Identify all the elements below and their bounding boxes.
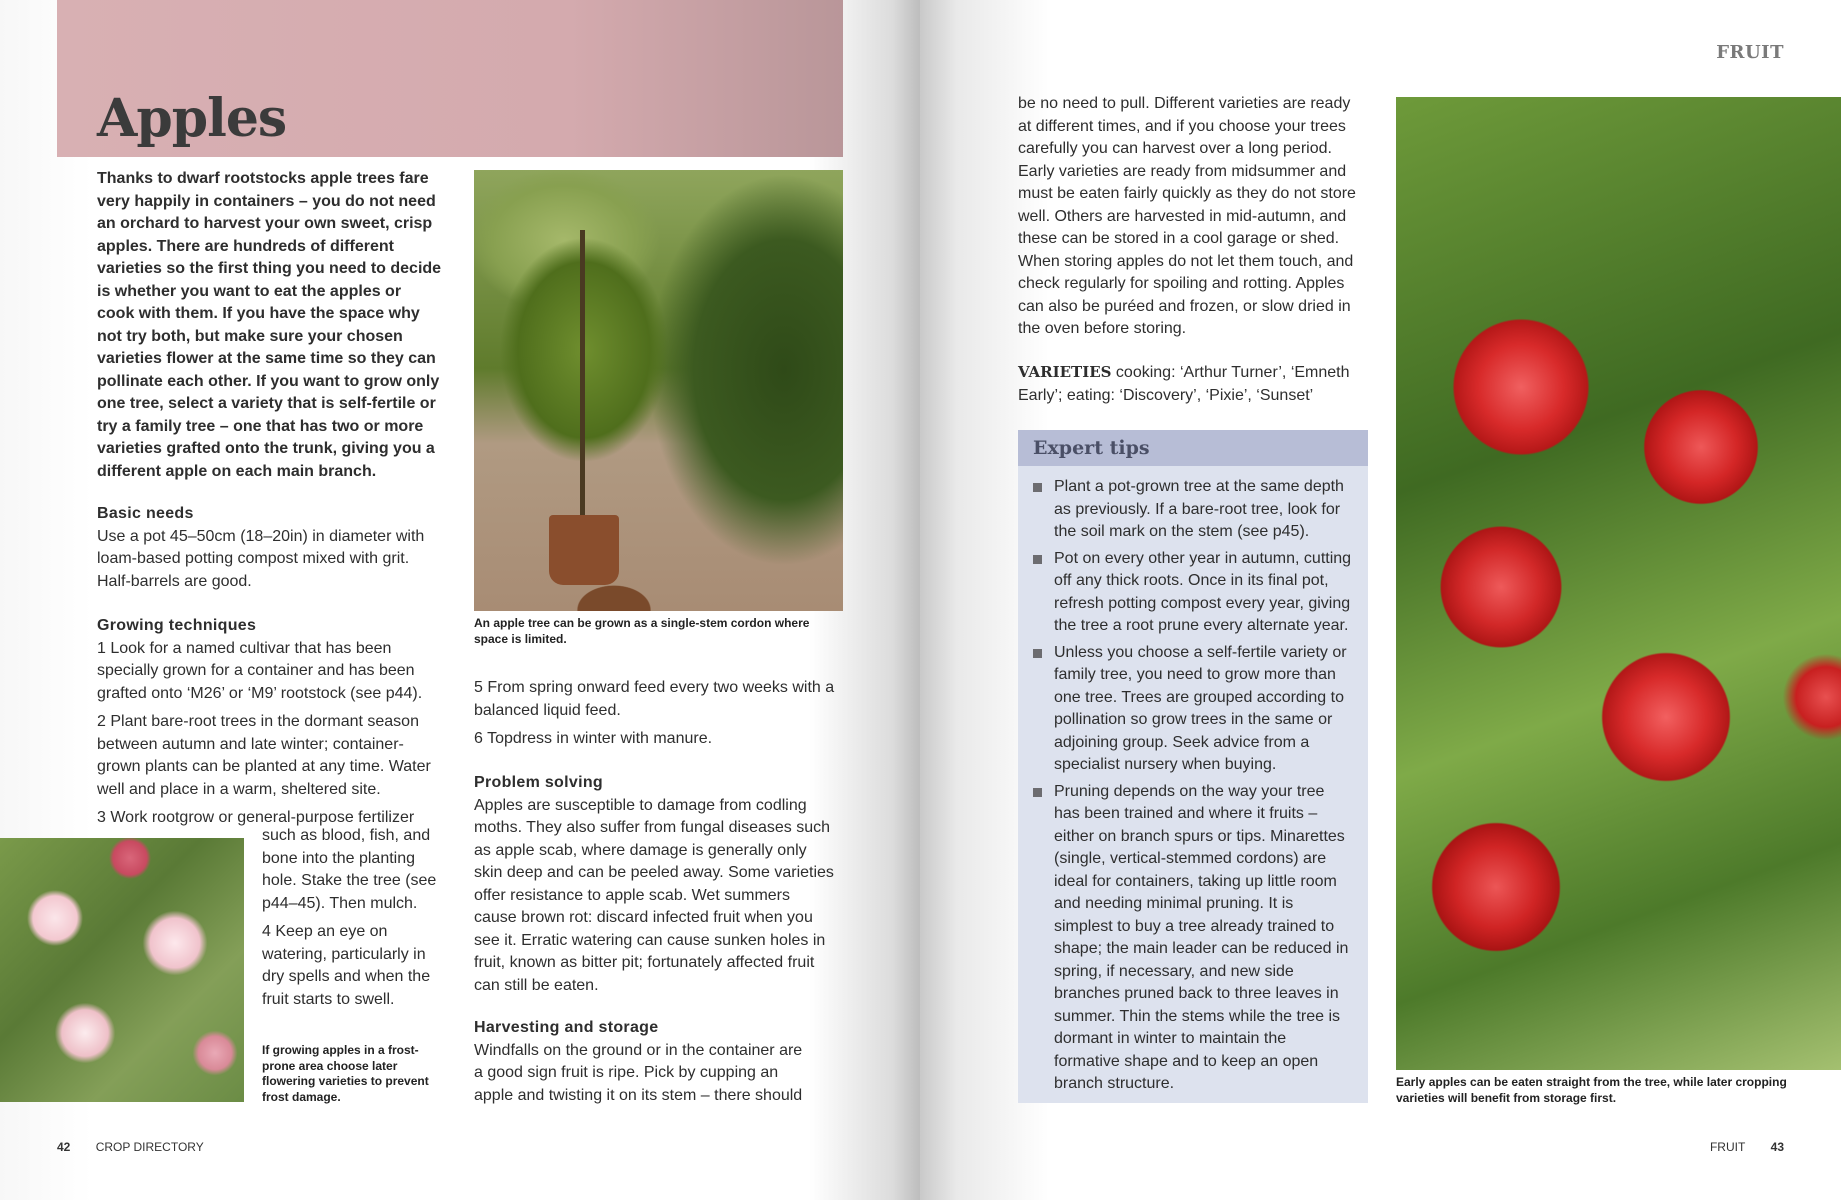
left-footer <box>57 1140 204 1154</box>
growing-step-1: 1 Look for a named cultivar that has been specially grown for a container and has been grafted onto ‘M26’ or ‘M9’ rootstock (see p44). <box>97 639 423 702</box>
apples-caption: Early apples can be eaten straight from the tree, while later cropping varieties will benefit from storage first. <box>1396 1075 1787 1105</box>
growing-wrap-block <box>262 825 452 1017</box>
varieties-label: VARIETIES <box>1018 363 1112 381</box>
basic-needs-text: Use a pot 45–50cm (18–20in) in diameter with loam-based potting compost mixed with grit. Half-barrels are good. <box>97 527 425 590</box>
varieties-text <box>1018 361 1368 407</box>
problem-text: Apples are susceptible to damage from codling moths. They also suffer from fungal diseases such as apple scab, where damage is generally only skin deep and can be peeled away. Some varieties offer resistance to apple scab. Wet summers cause brown rot: discard infected fruit when you see it. Erratic watering can cause sunken holes in fruit, known as bitter pit; fortunately affected fruit can still be eaten. <box>474 796 834 994</box>
growing-heading: Growing techniques <box>97 617 257 634</box>
terracotta-pot <box>549 515 619 585</box>
right-footer-section: FRUIT <box>1709 1140 1746 1154</box>
steps-5-6-block <box>474 677 839 757</box>
apple-blossom-photo <box>0 838 244 1102</box>
growing-section <box>97 615 442 830</box>
intro-block <box>97 168 442 483</box>
growing-step-2: 2 Plant bare-root trees in the dormant season between autumn and late winter; container-grown plants can be planted at any time. Water well and place in a warm, sheltered site. <box>97 713 431 798</box>
problem-heading: Problem solving <box>474 774 603 791</box>
left-footer-section: CROP DIRECTORY <box>95 1140 204 1154</box>
page-title: Apples <box>97 88 287 149</box>
tip-item: Pruning depends on the way your tree has been trained and where it fruits – either on branch spurs or tips. Minarettes (single, vertical-stemmed cordons) are ideal for containers, taking up little room and needing minimal pruning. It is simplest to buy a tree already trained to shape; the main leader can be reduced in spring, if necessary, and new side branches pruned back to three leaves in summer. Thin the stems while the tree is dormant in winter to maintain the formative shape and to keep an open branch structure. <box>1033 781 1354 1096</box>
harvest-text: Windfalls on the ground or in the container are a good sign fruit is ripe. Pick by cupping an apple and twisting it on its stem – there should <box>474 1041 803 1104</box>
tree-caption: An apple tree can be grown as a single-stem cordon where space is limited. <box>474 616 810 646</box>
intro-text: Thanks to dwarf rootstocks apple trees fare very happily in containers – you do not need an orchard to harvest your own sweet, crisp apples. There are hundreds of different varieties so the first thing you need to decide is whether you want to eat the apples or cook with them. If you have the space why not try both, but make sure your chosen varieties flower at the same time so they can pollinate each other. If you want to grow only one tree, select a variety that is self-fertile or try a family tree – one that has two or more varieties grafted onto the trunk, giving you a different apple on each main branch. <box>97 170 442 480</box>
basic-needs-heading: Basic needs <box>97 505 194 522</box>
right-page-number: 43 <box>1770 1140 1784 1154</box>
harvest-continued <box>1018 93 1368 341</box>
expert-tips-list <box>1018 466 1368 1096</box>
tree-trunk <box>580 230 585 530</box>
growing-step-5: 5 From spring onward feed every two weeks with a balanced liquid feed. <box>474 679 835 719</box>
basic-needs-section <box>97 503 442 593</box>
tip-item: Unless you choose a self-fertile variety or family tree, you need to grow more than one tree. Trees are grouped according to pollination so grow trees in the same or adjoining group. Seek advice from a specialist nursery when buying. <box>1033 642 1354 777</box>
expert-tips-heading: Expert tips <box>1018 430 1368 466</box>
harvest-continued-text: be no need to pull. Different varieties are ready at different times, and if you choose your trees carefully you can harvest over a long period. Early varieties are ready from midsummer and must be eaten fairly quickly as they do not store well. Others are harvested in mid-autumn, and these can be stored in a cool garage or shed. When storing apples do not let them touch, and check regularly for spoiling and rotting. Apples can also be puréed and frozen, or slow dried in the oven before storing. <box>1018 95 1356 337</box>
red-apples-photo <box>1396 97 1841 1070</box>
growing-step-4: 4 Keep an eye on watering, particularly in dry spells and when the fruit starts to swell. <box>262 923 431 1008</box>
blossom-caption: If growing apples in a frost-prone area choose later flowering varieties to prevent frost damage. <box>262 1043 429 1104</box>
apple-tree-photo <box>474 170 843 611</box>
expert-tips-box <box>1018 430 1368 1103</box>
growing-step-3: 3 Work rootgrow or general-purpose fertilizer <box>97 809 415 826</box>
problem-section <box>474 772 834 997</box>
harvest-heading: Harvesting and storage <box>474 1019 659 1036</box>
harvest-section <box>474 1017 814 1107</box>
growing-step-6: 6 Topdress in winter with manure. <box>474 730 713 747</box>
growing-step-3-cont: such as blood, fish, and bone into the planting hole. Stake the tree (see p44–45). Then mulch. <box>262 827 437 912</box>
varieties-block <box>1018 361 1368 407</box>
tip-item: Pot on every other year in autumn, cutting off any thick roots. Once in its final pot, refresh potting compost every year, giving the tree a root prune every alternate year. <box>1033 548 1354 638</box>
right-footer <box>1710 1140 1784 1154</box>
left-page-number: 42 <box>57 1140 71 1154</box>
section-header: FRUIT <box>1716 42 1784 63</box>
varieties-list: cooking: ‘Arthur Turner’, ‘Emneth Early’; eating: ‘Discovery’, ‘Pixie’, ‘Sunset’ <box>1018 364 1350 404</box>
tip-item: Plant a pot-grown tree at the same depth as previously. If a bare-root tree, look for the soil mark on the stem (see p45). <box>1033 476 1354 544</box>
